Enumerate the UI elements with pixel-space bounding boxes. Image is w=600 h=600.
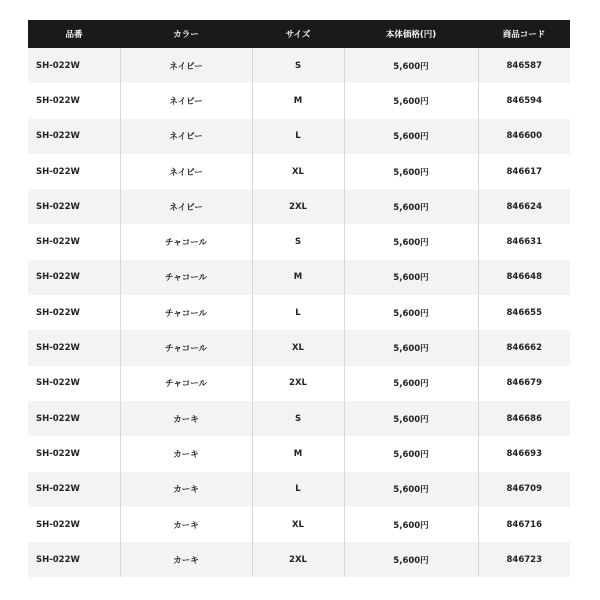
cell-color: チャコール bbox=[120, 330, 252, 365]
cell-size: 2XL bbox=[252, 189, 344, 224]
cell-product-code: 846679 bbox=[478, 366, 570, 401]
cell-product-code: 846600 bbox=[478, 119, 570, 154]
cell-size: S bbox=[252, 401, 344, 436]
cell-size: L bbox=[252, 472, 344, 507]
cell-product-number: SH-022W bbox=[28, 224, 120, 259]
cell-color: カーキ bbox=[120, 472, 252, 507]
cell-color: ネイビー bbox=[120, 48, 252, 83]
cell-product-number: SH-022W bbox=[28, 260, 120, 295]
cell-product-code: 846662 bbox=[478, 330, 570, 365]
cell-price: 5,600円 bbox=[344, 436, 478, 471]
cell-color: ネイビー bbox=[120, 189, 252, 224]
cell-size: 2XL bbox=[252, 366, 344, 401]
table-body bbox=[28, 48, 570, 577]
cell-product-number: SH-022W bbox=[28, 330, 120, 365]
cell-color: チャコール bbox=[120, 295, 252, 330]
cell-product-code: 846617 bbox=[478, 154, 570, 189]
cell-color: カーキ bbox=[120, 542, 252, 577]
cell-product-code: 846594 bbox=[478, 83, 570, 118]
cell-product-number: SH-022W bbox=[28, 154, 120, 189]
cell-size: XL bbox=[252, 330, 344, 365]
cell-product-number: SH-022W bbox=[28, 189, 120, 224]
cell-product-code: 846624 bbox=[478, 189, 570, 224]
cell-color: カーキ bbox=[120, 401, 252, 436]
table-row bbox=[28, 48, 570, 83]
cell-size: M bbox=[252, 260, 344, 295]
table-header-row bbox=[28, 20, 570, 48]
cell-product-number: SH-022W bbox=[28, 542, 120, 577]
cell-product-number: SH-022W bbox=[28, 119, 120, 154]
cell-size: M bbox=[252, 436, 344, 471]
cell-color: カーキ bbox=[120, 436, 252, 471]
cell-price: 5,600円 bbox=[344, 224, 478, 259]
cell-price: 5,600円 bbox=[344, 295, 478, 330]
cell-price: 5,600円 bbox=[344, 507, 478, 542]
table-row bbox=[28, 154, 570, 189]
table-row bbox=[28, 295, 570, 330]
table-row bbox=[28, 366, 570, 401]
table-row bbox=[28, 436, 570, 471]
cell-product-number: SH-022W bbox=[28, 366, 120, 401]
cell-color: カーキ bbox=[120, 507, 252, 542]
cell-color: チャコール bbox=[120, 224, 252, 259]
cell-product-number: SH-022W bbox=[28, 472, 120, 507]
cell-price: 5,600円 bbox=[344, 366, 478, 401]
header-color: カラー bbox=[120, 20, 252, 48]
cell-color: ネイビー bbox=[120, 119, 252, 154]
cell-product-code: 846655 bbox=[478, 295, 570, 330]
cell-price: 5,600円 bbox=[344, 330, 478, 365]
cell-size: L bbox=[252, 119, 344, 154]
table-row bbox=[28, 83, 570, 118]
cell-size: M bbox=[252, 83, 344, 118]
table-row bbox=[28, 119, 570, 154]
header-price: 本体価格(円) bbox=[344, 20, 478, 48]
cell-product-code: 846693 bbox=[478, 436, 570, 471]
cell-size: S bbox=[252, 48, 344, 83]
table-row bbox=[28, 507, 570, 542]
table-row bbox=[28, 330, 570, 365]
cell-product-code: 846723 bbox=[478, 542, 570, 577]
cell-size: XL bbox=[252, 507, 344, 542]
cell-size: L bbox=[252, 295, 344, 330]
cell-size: 2XL bbox=[252, 542, 344, 577]
cell-product-number: SH-022W bbox=[28, 507, 120, 542]
cell-product-number: SH-022W bbox=[28, 48, 120, 83]
cell-product-number: SH-022W bbox=[28, 295, 120, 330]
table-row bbox=[28, 542, 570, 577]
cell-price: 5,600円 bbox=[344, 48, 478, 83]
table-row bbox=[28, 260, 570, 295]
cell-color: チャコール bbox=[120, 366, 252, 401]
cell-product-code: 846631 bbox=[478, 224, 570, 259]
table-row bbox=[28, 472, 570, 507]
header-product-code: 商品コード bbox=[478, 20, 570, 48]
cell-product-code: 846686 bbox=[478, 401, 570, 436]
cell-product-number: SH-022W bbox=[28, 83, 120, 118]
cell-price: 5,600円 bbox=[344, 542, 478, 577]
cell-price: 5,600円 bbox=[344, 260, 478, 295]
cell-product-code: 846587 bbox=[478, 48, 570, 83]
cell-size: S bbox=[252, 224, 344, 259]
cell-product-number: SH-022W bbox=[28, 436, 120, 471]
cell-price: 5,600円 bbox=[344, 401, 478, 436]
cell-product-code: 846648 bbox=[478, 260, 570, 295]
cell-price: 5,600円 bbox=[344, 119, 478, 154]
cell-color: チャコール bbox=[120, 260, 252, 295]
table-row bbox=[28, 224, 570, 259]
cell-product-number: SH-022W bbox=[28, 401, 120, 436]
table-row bbox=[28, 189, 570, 224]
cell-color: ネイビー bbox=[120, 154, 252, 189]
cell-color: ネイビー bbox=[120, 83, 252, 118]
cell-price: 5,600円 bbox=[344, 472, 478, 507]
cell-price: 5,600円 bbox=[344, 154, 478, 189]
product-spec-table bbox=[28, 20, 570, 577]
cell-price: 5,600円 bbox=[344, 189, 478, 224]
cell-price: 5,600円 bbox=[344, 83, 478, 118]
cell-product-code: 846709 bbox=[478, 472, 570, 507]
header-product-number: 品番 bbox=[28, 20, 120, 48]
header-size: サイズ bbox=[252, 20, 344, 48]
table-row bbox=[28, 401, 570, 436]
cell-size: XL bbox=[252, 154, 344, 189]
cell-product-code: 846716 bbox=[478, 507, 570, 542]
